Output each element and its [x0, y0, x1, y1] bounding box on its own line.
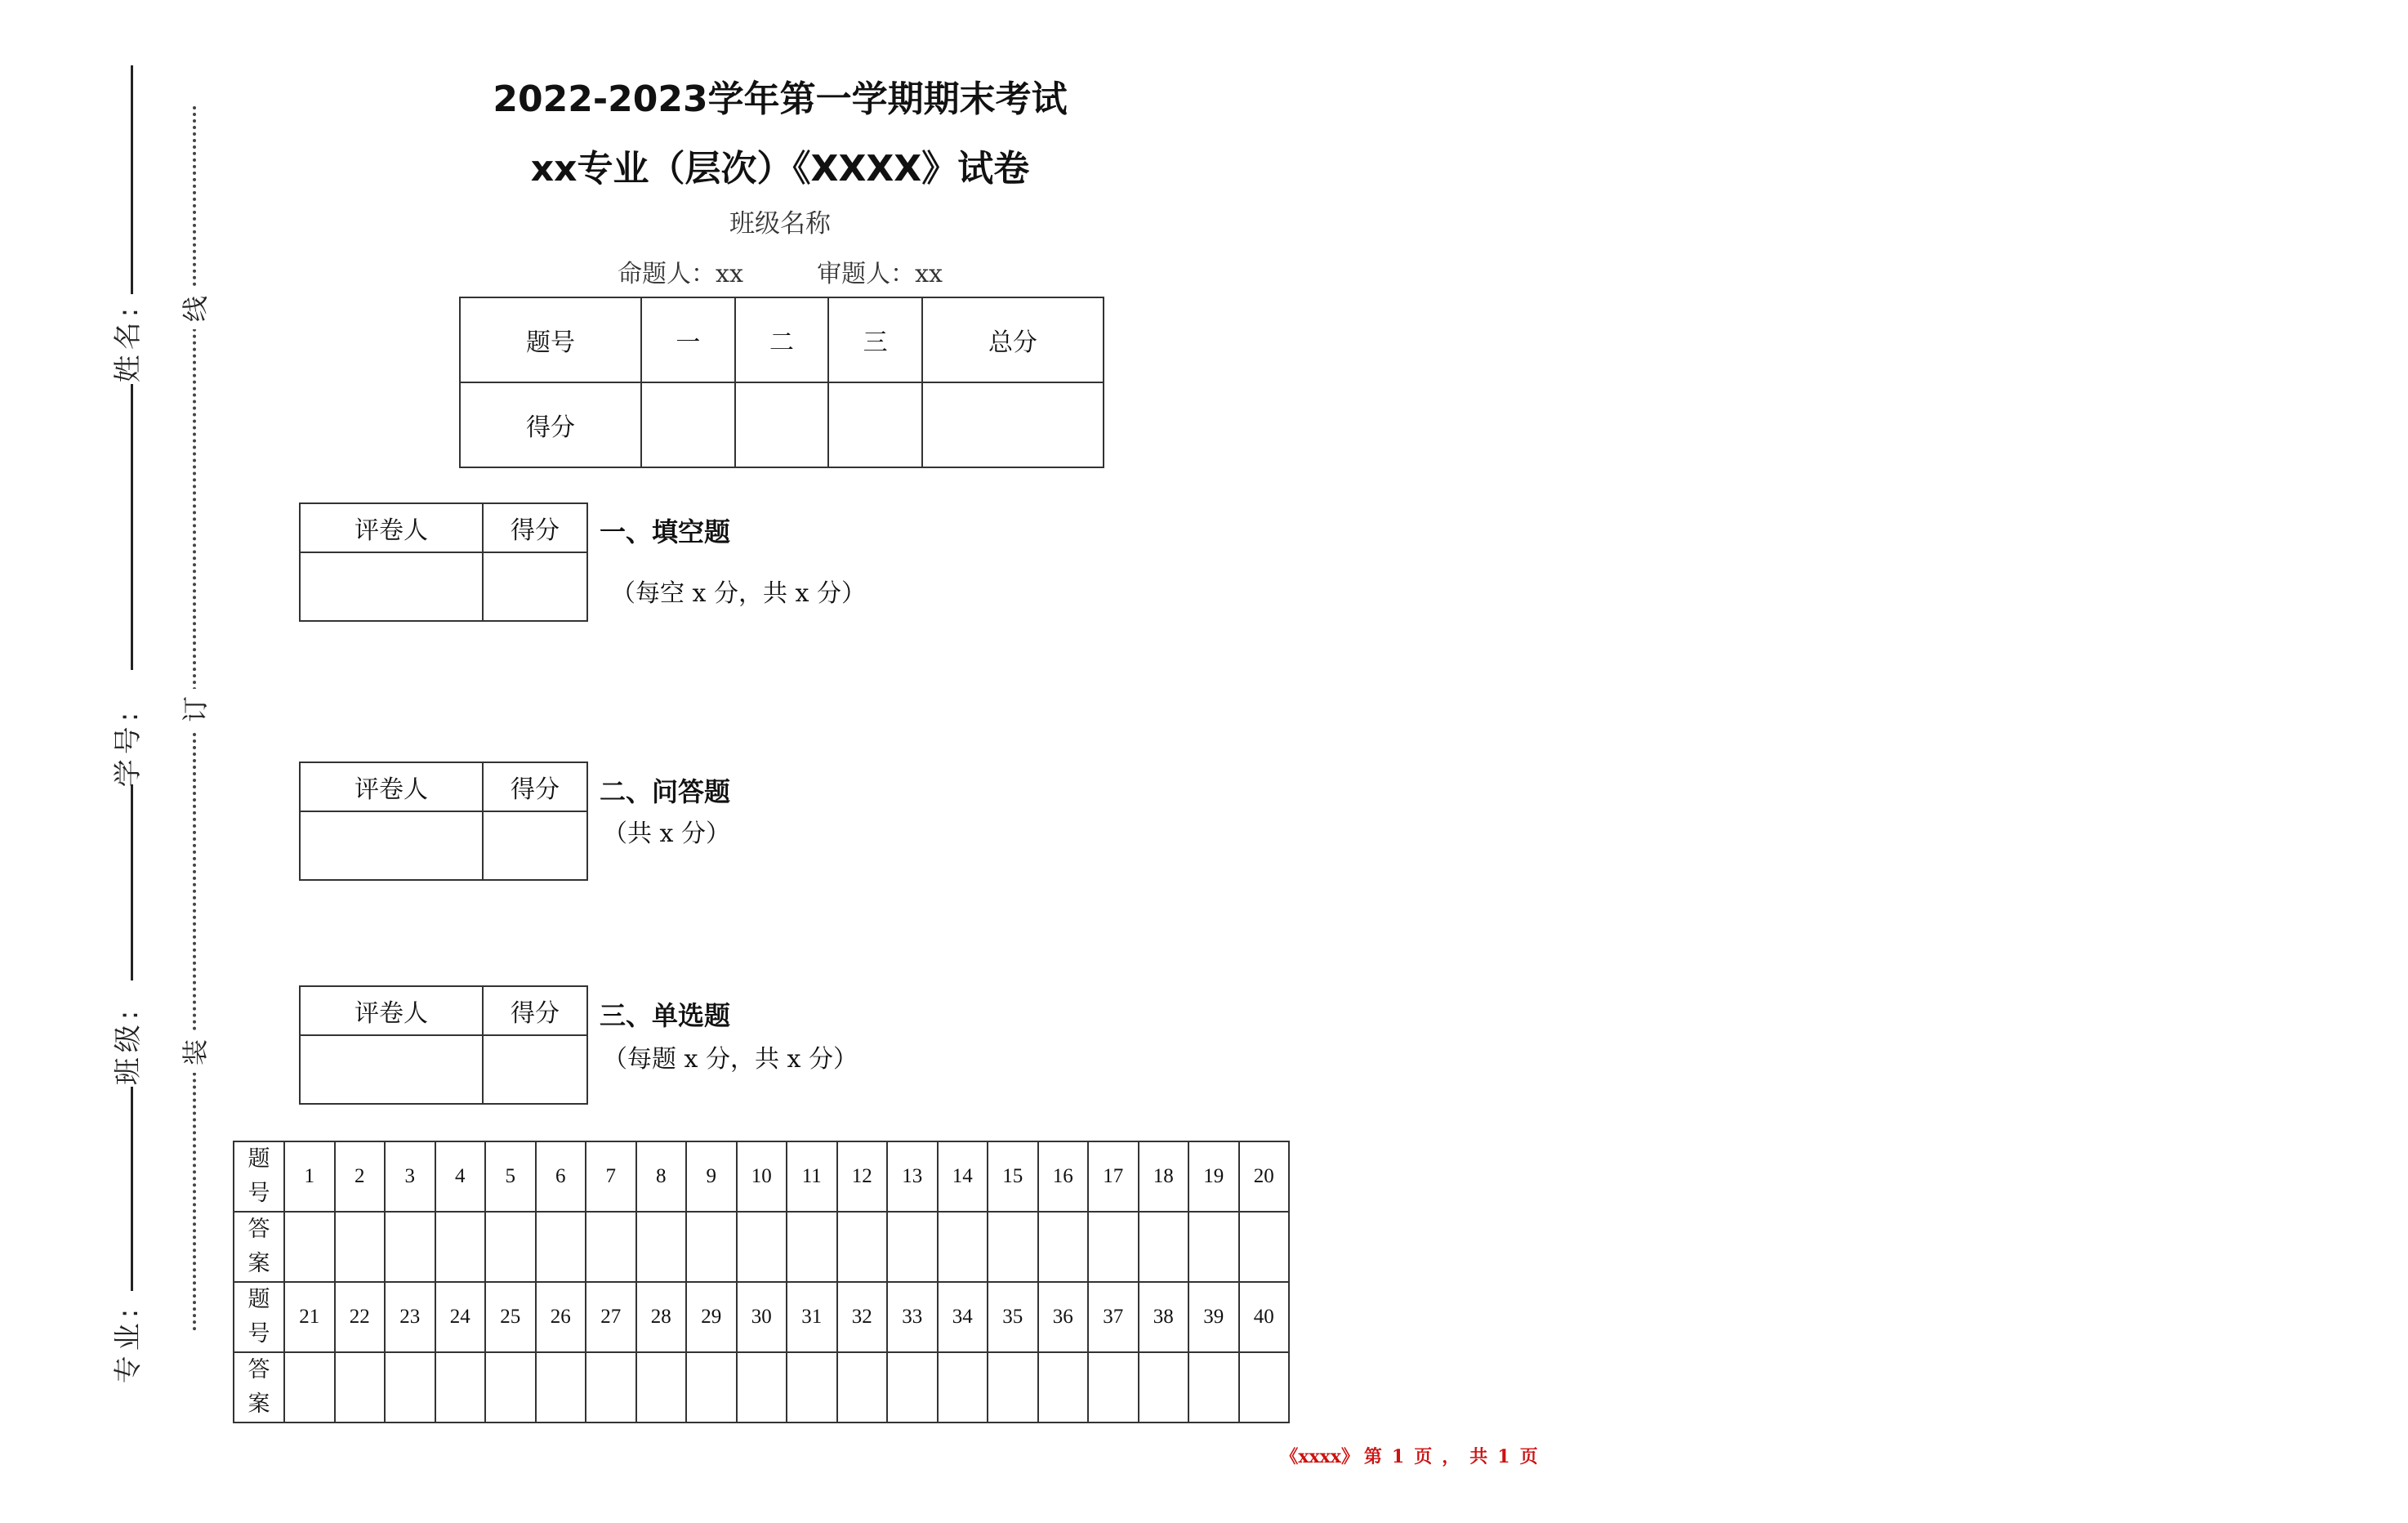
student-id-label: 学号:	[112, 707, 145, 788]
answer-cell[interactable]	[1088, 1212, 1139, 1282]
binding-mark-staple: 订	[175, 689, 212, 730]
question-number: 15	[988, 1141, 1038, 1212]
answer-cell[interactable]	[1239, 1352, 1290, 1423]
question-number: 32	[837, 1282, 888, 1352]
answer-cell[interactable]	[988, 1212, 1038, 1282]
class-name: 班级名称	[729, 209, 831, 239]
answer-cell[interactable]	[586, 1212, 636, 1282]
footer-comma: ，	[1442, 1446, 1460, 1467]
question-number: 3	[385, 1141, 435, 1212]
footer-total: 1	[1497, 1446, 1510, 1467]
answer-cell[interactable]	[385, 1212, 435, 1282]
answer-cell[interactable]	[837, 1212, 888, 1282]
question-number: 30	[737, 1282, 787, 1352]
question-number: 26	[536, 1282, 586, 1352]
question-number: 24	[435, 1282, 486, 1352]
section-1-note: （每空 x 分，共 x 分）	[611, 579, 866, 608]
answer-cell[interactable]	[1038, 1352, 1089, 1423]
answer-cell[interactable]	[887, 1212, 938, 1282]
question-number: 13	[887, 1141, 938, 1212]
grader-cell	[300, 811, 483, 880]
answer-cell[interactable]	[536, 1352, 586, 1423]
question-number: 2	[335, 1141, 386, 1212]
question-number: 38	[1139, 1282, 1189, 1352]
question-number: 34	[938, 1282, 988, 1352]
score-header-3: 三	[828, 297, 922, 382]
question-number: 39	[1188, 1282, 1239, 1352]
score-header-qnum: 题号	[460, 297, 641, 382]
answer-cell[interactable]	[938, 1212, 988, 1282]
id-line-bottom	[131, 784, 133, 980]
question-number: 5	[485, 1141, 536, 1212]
question-number: 4	[435, 1141, 486, 1212]
score-header-1: 一	[641, 297, 735, 382]
grader-score-label: 得分	[483, 503, 587, 552]
question-number: 27	[586, 1282, 636, 1352]
question-number-row-1	[234, 1141, 1289, 1212]
total-score-table	[459, 297, 1104, 468]
answer-cell[interactable]	[1088, 1352, 1139, 1423]
question-number: 11	[787, 1141, 837, 1212]
answer-cell[interactable]	[335, 1352, 386, 1423]
question-number: 14	[938, 1141, 988, 1212]
answer-cell[interactable]	[485, 1212, 536, 1282]
question-number: 21	[284, 1282, 335, 1352]
answer-row-2	[234, 1352, 1289, 1423]
answer-cell[interactable]	[737, 1352, 787, 1423]
section-3-title: 三、单选题	[600, 1000, 731, 1031]
grader-cell	[300, 552, 483, 621]
question-number: 10	[737, 1141, 787, 1212]
name-line-bottom	[131, 384, 133, 670]
question-number: 36	[1038, 1282, 1089, 1352]
answer-cell[interactable]	[887, 1352, 938, 1423]
grader-cell	[483, 811, 587, 880]
question-number-row-2	[234, 1282, 1289, 1352]
grader-table-3	[299, 985, 588, 1105]
question-number: 20	[1239, 1141, 1290, 1212]
answer-label: 答 案	[234, 1212, 284, 1282]
answer-cell[interactable]	[988, 1352, 1038, 1423]
exam-title: 2022-2023学年第一学期期末考试	[493, 78, 1068, 120]
question-number: 37	[1088, 1282, 1139, 1352]
answer-cell[interactable]	[837, 1352, 888, 1423]
class-line-bottom	[131, 1087, 133, 1291]
exam-subtitle: xx专业（层次）《XXXX》试卷	[530, 148, 1030, 190]
score-cell	[641, 382, 735, 467]
score-cell	[828, 382, 922, 467]
score-cell	[922, 382, 1104, 467]
grader-cell	[483, 552, 587, 621]
question-number: 29	[686, 1282, 737, 1352]
answer-cell[interactable]	[636, 1352, 687, 1423]
answer-cell[interactable]	[1188, 1352, 1239, 1423]
grader-cell	[483, 1035, 587, 1104]
question-number: 33	[887, 1282, 938, 1352]
answer-cell[interactable]	[335, 1212, 386, 1282]
answer-row-1	[234, 1212, 1289, 1282]
answer-cell[interactable]	[536, 1212, 586, 1282]
answer-cell[interactable]	[1188, 1212, 1239, 1282]
question-number: 25	[485, 1282, 536, 1352]
section-3-note: （每题 x 分，共 x 分）	[603, 1045, 858, 1074]
page-footer	[0, 1443, 2408, 1468]
answer-cell[interactable]	[686, 1212, 737, 1282]
answer-cell[interactable]	[787, 1212, 837, 1282]
score-header-2: 二	[735, 297, 829, 382]
reviewer: 审题人：xx	[817, 260, 943, 288]
answer-cell[interactable]	[485, 1352, 536, 1423]
answer-cell[interactable]	[1139, 1212, 1189, 1282]
grader-cell	[300, 1035, 483, 1104]
question-number: 23	[385, 1282, 435, 1352]
setter: 命题人：xx	[618, 260, 743, 288]
major-label: 专业:	[112, 1303, 145, 1384]
score-row-label: 得分	[460, 382, 641, 467]
footer-di: 第	[1363, 1446, 1382, 1467]
section-2-note: （共 x 分）	[603, 820, 730, 848]
grader-label: 评卷人	[300, 986, 483, 1035]
answer-cell[interactable]	[1139, 1352, 1189, 1423]
binding-mark-bind: 装	[175, 1032, 212, 1073]
question-number: 17	[1088, 1141, 1139, 1212]
question-number: 1	[284, 1141, 335, 1212]
question-number-label: 题 号	[234, 1282, 284, 1352]
grader-label: 评卷人	[300, 503, 483, 552]
grader-label: 评卷人	[300, 762, 483, 811]
answer-cell[interactable]	[586, 1352, 636, 1423]
footer-gong: 共	[1469, 1446, 1488, 1467]
question-number: 31	[787, 1282, 837, 1352]
answer-grid	[233, 1141, 1290, 1423]
section-1-title: 一、填空题	[600, 516, 731, 547]
question-number: 22	[335, 1282, 386, 1352]
answer-cell[interactable]	[284, 1352, 335, 1423]
answer-cell[interactable]	[787, 1352, 837, 1423]
score-header-total: 总分	[922, 297, 1104, 382]
binding-mark-line: 线	[175, 288, 212, 329]
answer-cell[interactable]	[1038, 1212, 1089, 1282]
question-number: 6	[536, 1141, 586, 1212]
question-number: 8	[636, 1141, 687, 1212]
question-number: 40	[1239, 1282, 1290, 1352]
question-number: 12	[837, 1141, 888, 1212]
grader-score-label: 得分	[483, 986, 587, 1035]
question-number: 16	[1038, 1141, 1089, 1212]
question-number-label: 题 号	[234, 1141, 284, 1212]
answer-cell[interactable]	[737, 1212, 787, 1282]
question-number: 9	[686, 1141, 737, 1212]
footer-book: 《xxxx》	[1280, 1446, 1359, 1467]
answer-label: 答 案	[234, 1352, 284, 1423]
footer-ye2: 页	[1519, 1446, 1538, 1467]
class-label: 班级:	[112, 1005, 145, 1086]
section-2-title: 二、问答题	[600, 776, 731, 807]
answer-cell[interactable]	[636, 1212, 687, 1282]
footer-page: 1	[1391, 1446, 1405, 1467]
answer-cell[interactable]	[435, 1212, 486, 1282]
setter-reviewer-line	[0, 253, 1560, 289]
footer-ye: 页	[1414, 1446, 1433, 1467]
answer-cell[interactable]	[686, 1352, 737, 1423]
grader-score-label: 得分	[483, 762, 587, 811]
answer-cell[interactable]	[938, 1352, 988, 1423]
grader-table-2	[299, 762, 588, 881]
answer-cell[interactable]	[385, 1352, 435, 1423]
question-number: 19	[1188, 1141, 1239, 1212]
score-cell	[735, 382, 829, 467]
answer-cell[interactable]	[435, 1352, 486, 1423]
name-label: 姓名:	[112, 302, 145, 383]
answer-cell[interactable]	[284, 1212, 335, 1282]
question-number: 7	[586, 1141, 636, 1212]
question-number: 18	[1139, 1141, 1189, 1212]
question-number: 35	[988, 1282, 1038, 1352]
question-number: 28	[636, 1282, 687, 1352]
answer-cell[interactable]	[1239, 1212, 1290, 1282]
grader-table-1	[299, 502, 588, 622]
